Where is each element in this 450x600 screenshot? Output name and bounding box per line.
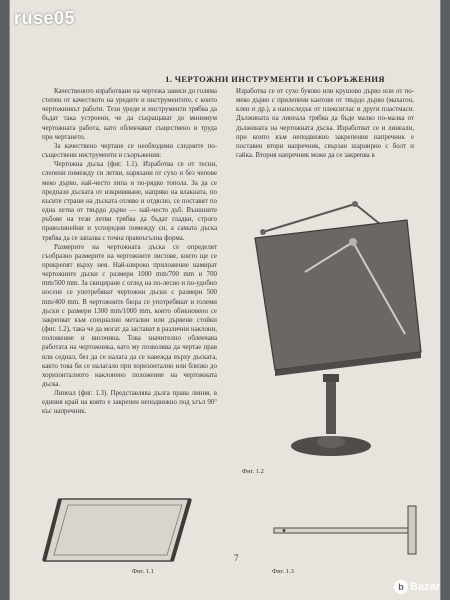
paragraph: Изработва се от сухо буково или крушово дърво или от по-меко дърво с прилепени кантове от твърдо дърво (махагон, клен и др.), а напоследък от плексиглас и други пластмаси. Дължината на линеала трябва да бъде малко по-малка от дължината на чертожната дъска. Изработват се и линеали, при които към неподвижно закрепения напречник е поставен втори напречник, свързан шарнирно с болт и гайка. Втория напречник може да се закрепва в — [236, 88, 414, 160]
figure-caption: Фиг. 1.3 — [272, 568, 294, 575]
figure-caption: Фиг. 1.1 — [132, 568, 154, 575]
right-text-column — [236, 87, 414, 160]
figure-t-square — [272, 506, 422, 556]
paragraph: За качествено чертане се необходими следните по-съществени инструменти и съоръжения: — [42, 142, 217, 160]
paragraph: Линеал (фиг. 1.3). Представлява дълга права линия, в единия край на която е закрепен неподвижно под ъгъл 90° къс напречник. — [42, 390, 217, 416]
chapter-heading: 1. ЧЕРТОЖНИ ИНСТРУМЕНТИ И СЪОРЪЖЕНИЯ — [165, 74, 385, 84]
figure-caption: Фиг. 1.2 — [242, 468, 264, 475]
site-logo: ruse05 — [14, 8, 76, 28]
book-page — [10, 0, 440, 600]
page-number: 7 — [234, 553, 239, 563]
paragraph: Размерите на чертожната дъска се определят съобразно размерите на чертожните листове, които ще се прикрепят върху нея. Най-широко приложение намират чертожните дъски с размери 1000 mm/700 mm и 700 mm/500 mm. За скициране с оглед на по-лесно и по-удобно носене се употребяват чертожни дъски с размери 500 mm/400 mm. В чертожните бюра се употребяват и големи дъски с размери 1300 mm/1000 mm, които обикновено се закрепват към специални метални или дървени стойки (фиг. 1.2), така че да могат да застават в различни наклони, положение и височина. Това значително облекчава работата на чертожника, като му позволява да чертае прав или седнал, без да се налага да се навежда върху дъската, както това би се налагало при хоризонтално или близко до хоризонталното наклонено положение на чертожната дъска. — [42, 243, 217, 388]
left-text-column — [42, 87, 217, 417]
marketplace-watermark — [394, 580, 440, 594]
bazar-logo-icon: b — [394, 580, 408, 594]
paragraph: Качественото изработване на чертежа зависи до голяма степен от качеството на уредите и инструментите, с които чертожникът работи. Тези уреди и инструменти трябва да бъдат така устроени, че да съкращават до минимум чертожната работа, като облекчават съществено и труда при чертането. — [42, 88, 217, 141]
watermark-text: Bazar — [410, 580, 440, 593]
figure-drawing-board — [42, 495, 192, 565]
figure-drafting-stand — [235, 202, 425, 462]
paragraph: Чертожна дъска (фиг. 1.1). Изработва се от тесни, слепени помежду си летви, нарязани от сухо и без чепове меко дърво, най-често липа и по-рядко топола. За да се предпази дъската от изкривяване, напряко на влакната, по късите страни на дъската отляво и отдясно, се поставят по една летва от твърдо дърво — най-често дъб. Външните ръбове на тези летви трябва да бъдат гладки, строго праволинейни и успоредни помежду си, а самата дъска трябва да се запазва с точна правоъгълна форма. — [42, 161, 217, 242]
